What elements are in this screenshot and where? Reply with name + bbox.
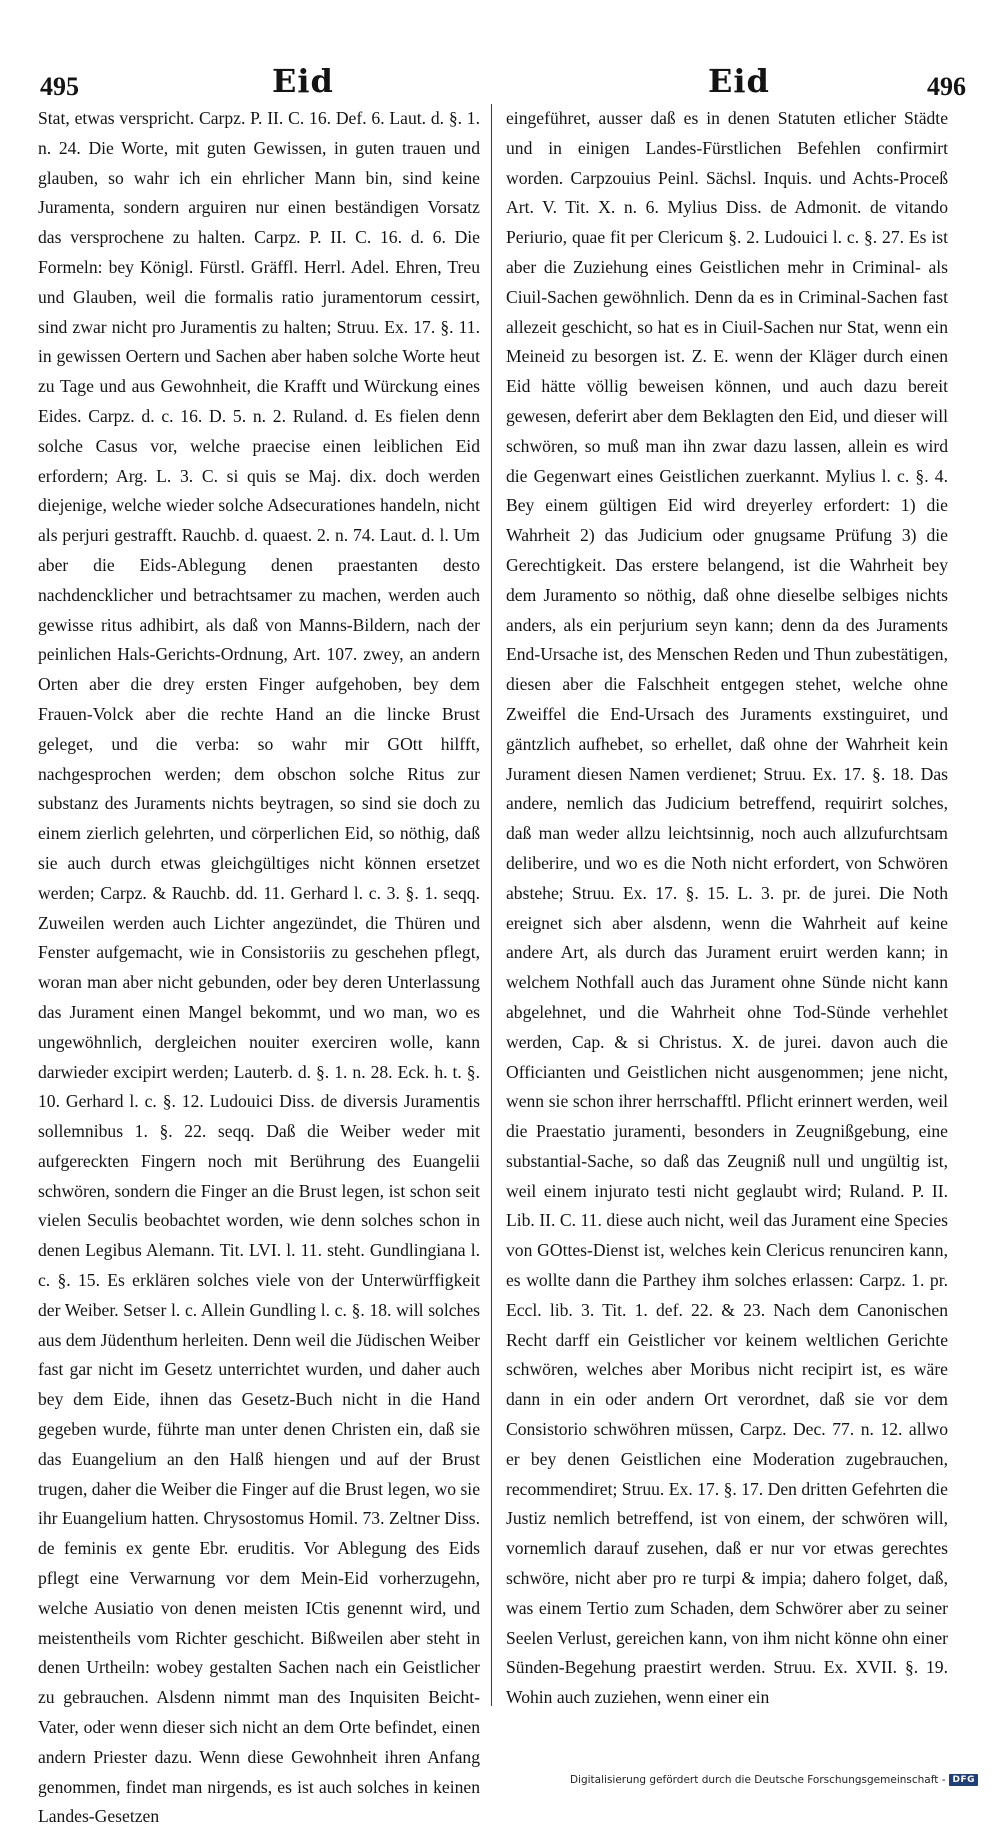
running-header <box>36 60 966 110</box>
left-column-text: Stat, etwas verspricht. Carpz. P. II. C. 16. Def. 6. Laut. d. §. 1. n. 24. Die Worte, mit guten Gewissen, in guten trauen und glauben, so wahr ich ein ehrlicher Mann bin, sind keine Juramenta, sondern arguiren nur einen beständigen Vorsatz das versprochene zu halten. Carpz. P. II. C. 16. d. 6. Die Formeln: bey Königl. Fürstl. Gräffl. Herrl. Adel. Ehren, Treu und Glauben, weil die formalis ratio juramentorum cessirt, sind zwar nicht pro Juramentis zu halten; Struu. Ex. 17. §. 11. in gewissen Oertern und Sachen aber haben solche Worte heut zu Tage und aus Gewohnheit, die Krafft und Würckung eines Eides. Carpz. d. c. 16. D. 5. n. 2. Ruland. d. Es fielen denn solche Casus vor, welche praecise einen leiblichen Eid erfordern; Arg. L. 3. C. si quis se Maj. dix. doch werden diejenige, welche wieder solche Adsecurationes handeln, nicht als perjuri gestrafft. Rauchb. d. quaest. 2. n. 74. Laut. d. l. Um aber die Eids-Ablegung denen praestanten desto nachdencklicher und betrachtsamer zu machen, werden auch gewisse ritus adhibirt, als daß von Manns-Bildern, nach der peinlichen Hals-Gerichts-Ordnung, Art. 107. zwey, an andern Orten aber die drey ersten Finger aufgehoben, bey dem Frauen-Volck aber die rechte Hand an die lincke Brust geleget, und die verba: so wahr mir GOtt hilfft, nachgesprochen werden; dem obschon solche Ritus zur substanz des Juraments nichts beytragen, so sind sie doch zu einem zierlich gelehrten, und cörperlichen Eid, so nöthig, daß sie auch durch etwas gleichgültiges nicht können ersetzet werden; Carpz. & Rauchb. dd. 11. Gerhard l. c. 3. §. 1. seqq. Zuweilen werden auch Lichter angezündet, die Thüren und Fenster aufgemacht, wie in Consistoriis zu geschehen pflegt, woran man aber nicht gebunden, oder bey deren Unterlassung das Jurament einen Mangel bekommt, und wo man, wo es ungewöhnlich, dergleichen nouiter exerciren wolle, kann darwieder excipirt werden; Lauterb. d. §. 1. n. 28. Eck. h. t. §. 10. Gerhard l. c. §. 12. Ludouici Diss. de diversis Juramentis sollemnibus 1. §. 22. seqq. Daß die Weiber weder mit aufgereckten Fingern noch mit Berührung des Euangelii schwören, sondern die Finger an die Brust legen, ist schon seit vielen Seculis beobachtet worden, wie denn solches schon in denen Legibus Alemann. Tit. LVI. l. 11. steht. Gundlingiana l. c. §. 15. Es erklären solches viele von der Unterwürffigkeit der Weiber. Setser l. c. Allein Gundling l. c. §. 18. will solches aus dem Jüdenthum herleiten. Denn weil die Jüdischen Weiber fast gar nicht im Gesetz unterrichtet wurden, und daher auch bey dem Eide, ihnen das Gesetz-Buch nicht in die Hand gegeben wurde, führte man unter denen Christen ein, daß sie das Euangelium an den Halß hiengen und auf der Brust trugen, daher die Weiber die Finger auf die Brust legen, wo sie ihr Euangelium hatten. Chrysostomus Homil. 73. Zeltner Diss. de feminis ex gente Ebr. eruditis. Vor Ablegung des Eids pflegt eine Verwarnung vor dem Mein-Eid vorherzugehn, welche Ausiatio von denen meisten ICtis genennt wird, und meistentheils vom Richter geschicht. Bißweilen aber steht in denen Urtheiln: wobey gestalten Sachen nach ein Geistlicher zu gebrauchen. Alsdenn nimmt man des Inquisiten Beicht-Vater, oder wenn dieser sich nicht an dem Orte befindet, einen andern Priester dazu. Wenn diese Gewohnheit ihren Anfang genommen, findet man nirgends, es ist auch solches in keinen Landes-Gesetzen <box>38 108 480 1827</box>
right-page-number: 496 <box>927 72 966 101</box>
credit-text: Digitalisierung gefördert durch die Deutsche Forschungsgemeinschaft - <box>569 1774 946 1786</box>
left-page-number: 495 <box>40 72 79 101</box>
right-text-column <box>506 104 948 1713</box>
dfg-logo: DFG <box>949 1774 978 1786</box>
column-divider <box>491 104 492 1706</box>
right-running-keyword: Eid <box>708 62 770 100</box>
left-running-keyword: Eid <box>272 62 334 100</box>
right-column-text: eingeführet, ausser daß es in denen Statuten etlicher Städte und in einigen Landes-Fürstlichen Befehlen confirmirt worden. Carpzouius Peinl. Sächsl. Inquis. und Achts-Proceß Art. V. Tit. X. n. 6. Mylius Diss. de Admonit. de vitando Periurio, quae fit per Clericum §. 2. Ludouici l. c. §. 27. Es ist aber die Zuziehung eines Geistlichen mehr in Criminal- als Ciuil-Sachen gewöhnlich. Denn da es in Criminal-Sachen fast allezeit geschicht, so hat es in Ciuil-Sachen nur Stat, wenn ein Meineid zu besorgen ist. Z. E. wenn der Kläger durch einen Eid hätte völlig beweisen können, und auch dazu bereit gewesen, deferirt aber dem Beklagten den Eid, und dieser will schwören, so muß man ihn zwar dazu lassen, allein es wird die Gegenwart eines Geistlichen zuerkannt. Mylius l. c. §. 4. Bey einem gültigen Eid wird dreyerley erfordert: 1) die Wahrheit 2) das Judicium oder gnugsame Prüfung 3) die Gerechtigkeit. Das erstere belangend, ist die Wahrheit bey dem Juramento so nöthig, daß ohne dieselbe selbiges nichts anders, als ein perjurium seyn kann; denn da des Juraments End-Ursache ist, des Menschen Reden und Thun zubestätigen, diesen aber die Falschheit entgegen stehet, welche ohne Zweiffel die End-Ursach des Juraments exstinguiret, und gäntzlich aufhebet, so erhellet, daß ohne der Wahrheit kein Jurament diesen Namen verdienet; Struu. Ex. 17. §. 18. Das andere, nemlich das Judicium betreffend, requirirt solches, daß man weder allzu leichtsinnig, noch auch allzufurchtsam deliberire, und wo es die Noth nicht erfordert, von Schwören abstehe; Struu. Ex. 17. §. 15. L. 3. pr. de jurei. Die Noth ereignet sich aber alsdenn, wenn die Wahrheit auf keine andere Art, als durch das Jurament eruirt werden kann; in welchem Nothfall auch das Jurament ohne Sünde nicht kann abgelehnet, und die Wahrheit ohne Tod-Sünde verhehlet werden, Cap. & si Christus. X. de jurei. davon auch die Officianten und Geistlichen nicht ausgenommen; jene nicht, wenn sie schon ihrer herrschafftl. Pflicht erinnert werden, weil die Praestatio juramenti, besonders in Zeugnißgebung, eine substantial-Sache, so daß das Zeugniß null und ungültig ist, weil einem injurato testi nicht geglaubt wird; Ruland. P. II. Lib. II. C. 11. diese auch nicht, weil das Jurament eine Species von GOttes-Dienst ist, welches kein Clericus renunciren kann, es wollte dann die Parthey ihm solches erlassen: Carpz. 1. pr. Eccl. lib. 3. Tit. 1. def. 22. & 23. Nach dem Canonischen Recht darff ein Geistlicher vor keinem weltlichen Gerichte schwören, welches aber Moribus nicht recipirt ist, es wäre dann in ein oder andern Ort verordnet, daß sie vor dem Consistorio schwöhren müssen, Carpz. Dec. 77. n. 12. allwo er bey denen Geistlichen eine Moderation zugebrauchen, recommendiret; Struu. Ex. 17. §. 17. Den dritten Gefehrten die Justiz nemlich betreffend, ist von einem, der schwören will, vornemlich darauf zusehen, daß er nur vor etwas gerechtes schwöre, nicht aber pro re turpi & impia; dahero folget, daß, was einem Tertio zum Schaden, dem Schwörer aber zu seiner Seelen Verlust, gereichen kann, von ihm nicht könne ohn einer Sünden-Begehung praestirt werden. Struu. Ex. XVII. §. 19. Wohin auch zuziehen, wenn einer ein <box>506 108 948 1708</box>
digitization-credit <box>570 1774 978 1786</box>
left-text-column <box>38 104 480 1832</box>
